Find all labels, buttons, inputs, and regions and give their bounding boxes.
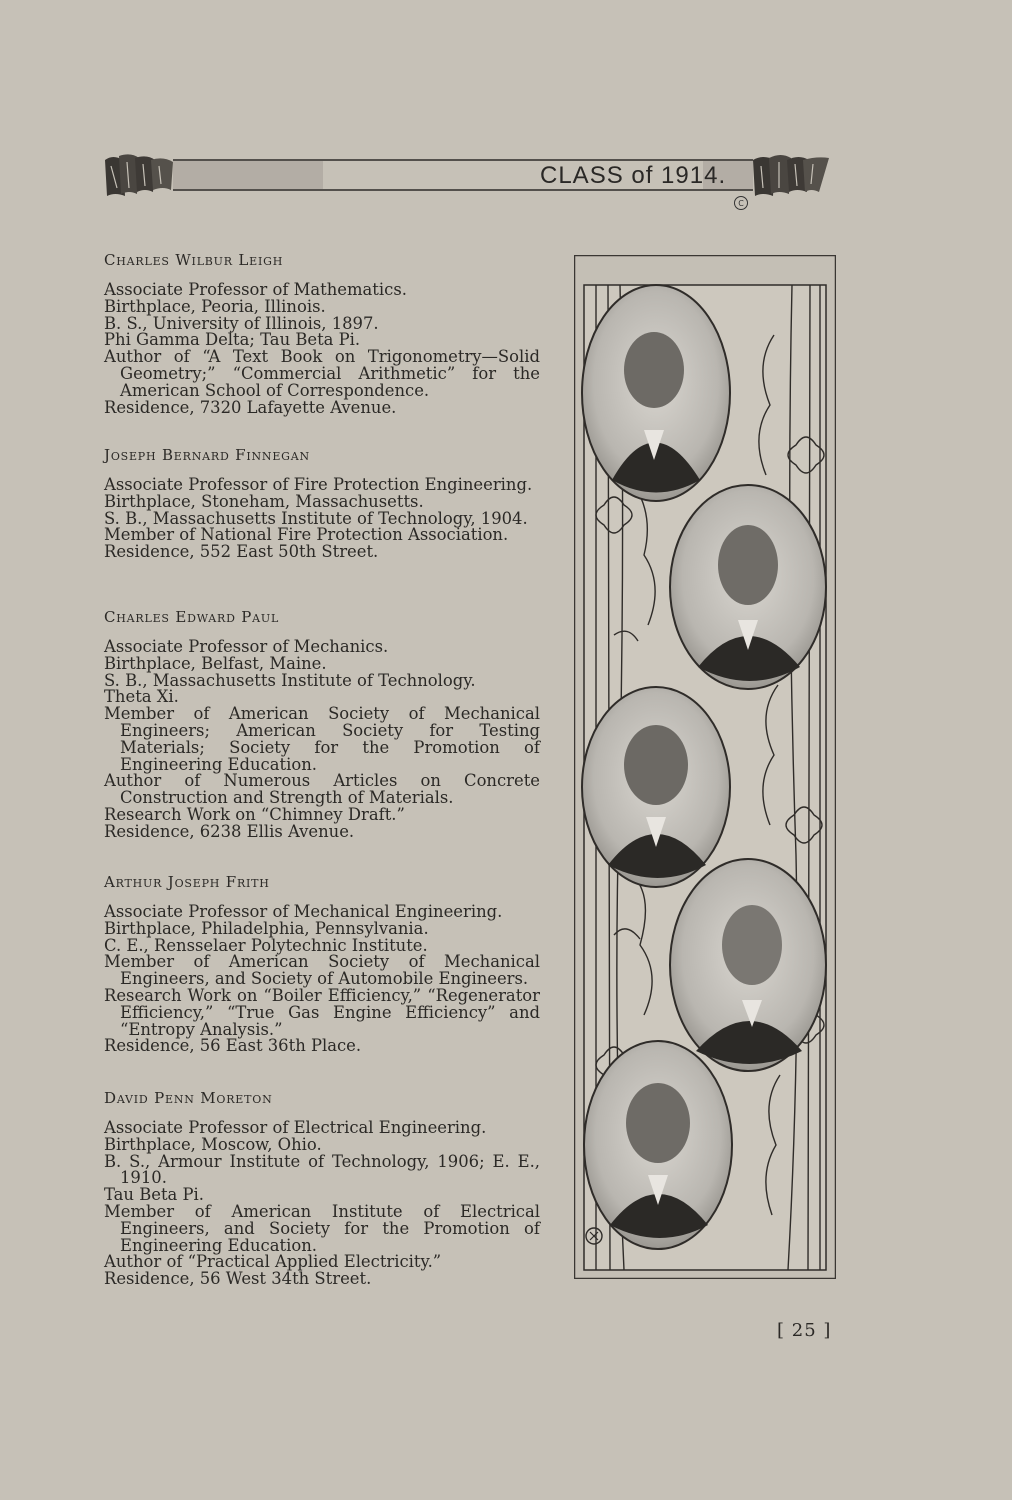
detail-line: Residence, 56 West 34th Street. (104, 1269, 372, 1289)
portrait-leigh (582, 285, 730, 501)
portrait-moreton (584, 1041, 732, 1249)
faculty-entry (104, 250, 540, 416)
detail-line: Author of Numerous Articles on Concrete Construction and Strength of Materials. (104, 771, 540, 808)
page-header-title: CLASS of 1914. (540, 162, 727, 189)
detail-line: Associate Professor of Mechanics. (104, 637, 389, 656)
faculty-entry (104, 445, 540, 561)
detail-line: B. S., University of Illinois, 1897. (104, 313, 379, 333)
detail-line: Residence, 7320 Lafayette Avenue. (104, 397, 397, 417)
detail-line: Author of “A Text Book on Trigonometry—Solid Geometry;” “Commercial Arithmetic” for the American School of Correspondence. (104, 347, 540, 400)
faculty-details (104, 477, 540, 561)
detail-line: S. B., Massachusetts Institute of Technology. (104, 670, 476, 690)
detail-line: C. E., Rensselaer Polytechnic Institute. (104, 935, 428, 955)
detail-line: Research Work on “Boiler Efficiency,” “Regenerator Efficiency,” “True Gas Engine Efficiency” and “Entropy Analysis.” (104, 985, 540, 1039)
detail-line: Tau Beta Pi. (104, 1185, 204, 1205)
portrait-finnegan (670, 485, 826, 689)
faculty-name: Charles Edward Paul (104, 608, 280, 626)
detail-line: S. B., Massachusetts Institute of Technology, 1904. (104, 508, 528, 528)
detail-line: Birthplace, Belfast, Maine. (104, 653, 327, 673)
page-number: [ 25 ] (777, 1320, 832, 1341)
detail-line: Member of American Institute of Electrical Engineers, and Society for the Promotion of Engineering Education. (104, 1201, 540, 1255)
detail-line: Associate Professor of Mathematics. (104, 280, 407, 299)
faculty-name: Charles Wilbur Leigh (104, 251, 284, 269)
detail-line: Associate Professor of Electrical Engineering. (104, 1118, 487, 1137)
detail-line: Research Work on “Chimney Draft.” (104, 804, 405, 824)
faculty-entry (104, 872, 540, 1055)
detail-line: Author of “Practical Applied Electricity.” (104, 1252, 442, 1272)
detail-line: Member of American Society of Mechanical Engineers, and Society of Automobile Engineers. (104, 952, 540, 989)
detail-line: Phi Gamma Delta; Tau Beta Pi. (104, 330, 361, 350)
detail-line: Associate Professor of Mechanical Engineering. (104, 902, 503, 921)
portrait-paul (582, 687, 730, 887)
detail-line: Residence, 6238 Ellis Avenue. (104, 821, 355, 841)
portrait-panel (574, 255, 836, 1279)
faculty-name: Joseph Bernard Finnegan (104, 446, 310, 464)
detail-line: Member of National Fire Protection Association. (104, 525, 509, 545)
faculty-details (104, 1120, 540, 1288)
detail-line: B. S., Armour Institute of Technology, 1906; E. E., 1910. (104, 1151, 540, 1188)
faculty-entry (104, 1088, 540, 1288)
monogram-mark: C (734, 196, 748, 210)
detail-line: Theta Xi. (104, 687, 179, 707)
faculty-name: David Penn Moreton (104, 1089, 273, 1107)
portrait-frith (670, 859, 826, 1071)
detail-line: Birthplace, Peoria, Illinois. (104, 296, 326, 316)
detail-line: Residence, 56 East 36th Place. (104, 1036, 362, 1056)
faculty-name: Arthur Joseph Frith (104, 873, 270, 891)
faculty-entry (104, 607, 540, 841)
detail-line: Birthplace, Moscow, Ohio. (104, 1134, 322, 1154)
detail-line: Birthplace, Philadelphia, Pennsylvania. (104, 918, 429, 938)
faculty-details (104, 904, 540, 1055)
detail-line: Member of American Society of Mechanical Engineers; American Society for Testing Materials; Society for the Promotion of Engineering Education. (104, 704, 540, 774)
detail-line: Associate Professor of Fire Protection Engineering. (104, 475, 533, 494)
faculty-details (104, 639, 540, 841)
faculty-details (104, 282, 540, 416)
detail-line: Residence, 552 East 50th Street. (104, 542, 379, 562)
detail-line: Birthplace, Stoneham, Massachusetts. (104, 491, 424, 511)
